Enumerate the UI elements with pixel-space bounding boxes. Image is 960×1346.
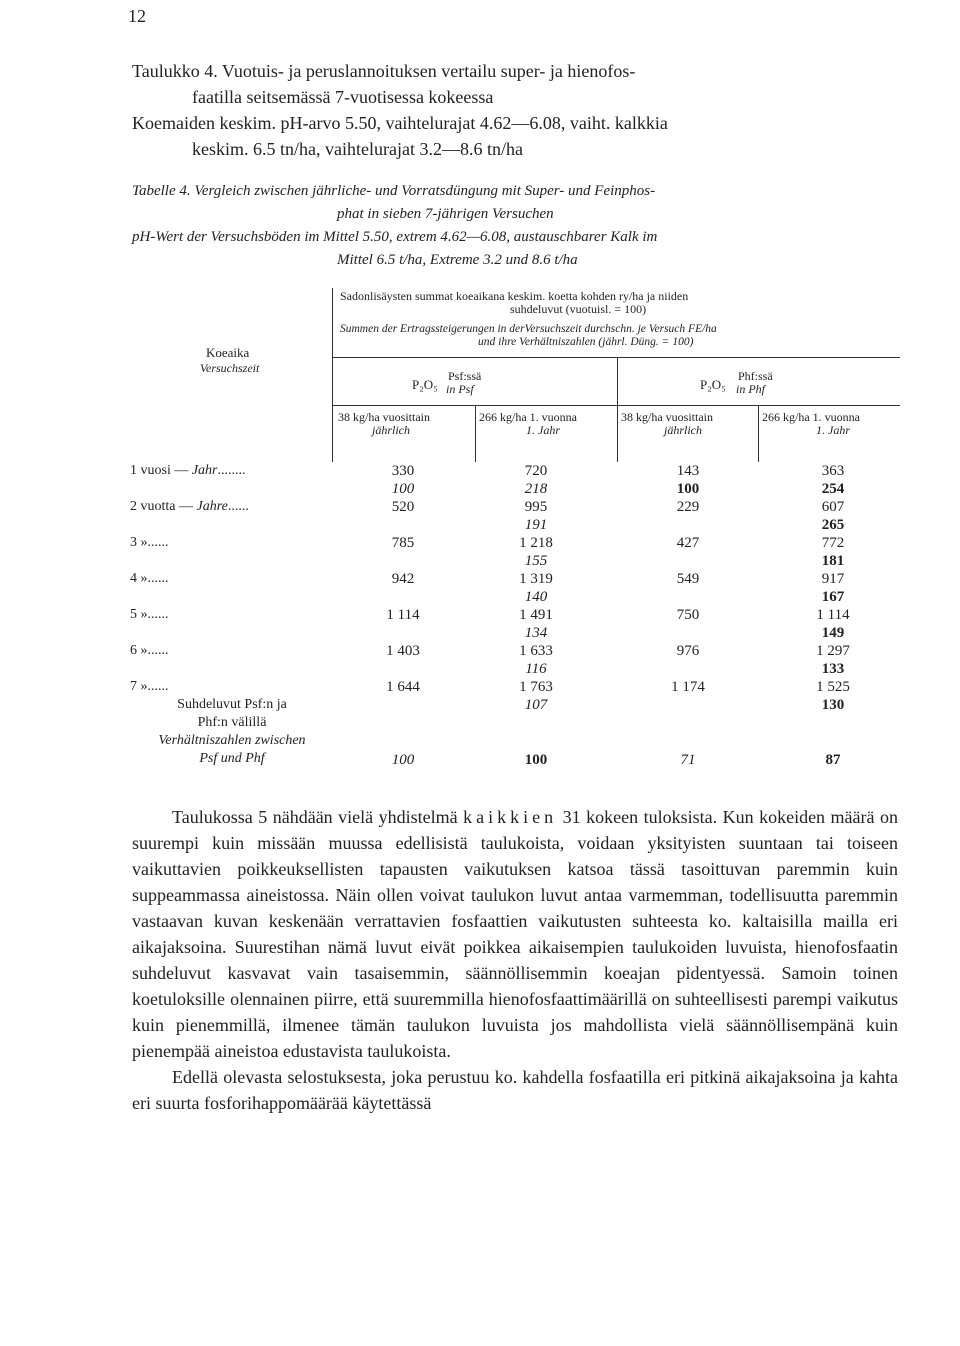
ratio-cell: 71 — [680, 752, 696, 768]
cell-ratio: 133 — [821, 661, 845, 677]
cell: 1 319 — [519, 571, 553, 587]
cell: 976 — [676, 643, 700, 659]
table-row-label: 2 vuotta — Jahre...... — [130, 499, 249, 514]
paragraph-1: Taulukossa 5 nähdään vielä yhdistelmä kaikkien 31 kokeen tuloksista. Kun kokeiden määrä on suurempi kuin missään muussa edellisistä taulukoista, voidaan yksityisten suuntaan tai toiseen vaikuttavien poikkeuksellisten tapausten vaikutuksen katsoa tässä tasoittuvan paremmin kuin suppeammassa aineistossa. Näin ollen voivat taulukon luvut antaa varmemman, todellisuutta paremmin vastaavan kuvan keskenään verrattavien fosfaattien vaikutusten suhteesta ko. kaltaisilla mailla eri aikajaksoina. Suurestihan nämä luvut eivät poikkea aikaisempien taulukoiden luvuista, hienofosfaatin suhdeluvut kasvavat vain tasaisemmin, säännöllisemmin koeajan pidentyessä. Samoin toinen koetuloksille olennainen piirre, että suuremmilla hienofosfaattimäärillä on suhteellisesti parempi vaikutus kuin pienemmillä, ilmenee tämän taulukon luvuista jos mahdollista vielä säännöllisempänä kuin pienempää aineistoa edustavista taulukoista. — [132, 807, 899, 1061]
cell-ratio: 167 — [821, 589, 845, 605]
cell: 549 — [676, 571, 700, 587]
col2-de: 1. Jahr — [526, 423, 560, 437]
caption-de — [132, 180, 912, 272]
page-number: 12 — [128, 6, 146, 26]
ratio-row-label: Suhdeluvut Psf:n ja Phf:n välillä Verhältniszahlen zwischen Psf und Phf — [158, 697, 306, 766]
cell: 607 — [821, 499, 845, 515]
cell: 427 — [676, 535, 700, 551]
header-divider-middle — [617, 357, 618, 462]
cell: 772 — [821, 535, 845, 551]
cell-ratio: 218 — [524, 481, 548, 497]
cell: 1 114 — [386, 607, 420, 623]
col2-fi: 266 kg/ha 1. vuonna — [479, 410, 577, 424]
caption-fi-line-3: Koemaiden keskim. pH-arvo 5.50, vaihtelurajat 4.62—6.08, vaiht. kalkkia — [132, 113, 668, 133]
span-de-2: und ihre Verhältniszahlen (jährl. Düng. = 100) — [478, 336, 694, 348]
paragraph-2: Edellä olevasta selostuksesta, joka perustuu ko. kahdella fosfaatilla eri pitkinä aikajaksoina ja kahta eri suurta fosforihappomäärää käytettässä — [132, 1067, 898, 1113]
caption-fi — [132, 58, 912, 162]
cell: 330 — [391, 463, 415, 479]
col4-fi: 266 kg/ha 1. vuonna — [762, 410, 860, 424]
cell-ratio: 140 — [524, 589, 548, 605]
table-row-label: 4 »...... — [130, 571, 169, 586]
cell: 1 174 — [671, 679, 705, 695]
col-divider-1 — [475, 405, 476, 462]
header-rule-2 — [332, 405, 900, 406]
p2o5-phf: P₂O₅ — [700, 377, 726, 392]
table-row-label: 1 vuosi — Jahr........ — [130, 463, 246, 478]
stub-de: Versuchszeit — [200, 361, 260, 375]
cell: 1 491 — [519, 607, 553, 623]
table-row-label: 7 »...... — [130, 679, 169, 694]
cell-ratio: 116 — [525, 661, 547, 677]
cell: 1 403 — [386, 643, 420, 659]
cell: 942 — [391, 571, 415, 587]
span-fi-1: Sadonlisäysten summat koeaikana keskim. koetta kohden ry/ha ja niiden — [340, 289, 689, 303]
caption-de-line-3: pH-Wert der Versuchsböden im Mittel 5.50, extrem 4.62—6.08, austauschbarer Kalk im — [132, 229, 658, 245]
caption-de-line-4: Mittel 6.5 t/ha, Extreme 3.2 und 8.6 t/ha — [337, 252, 578, 268]
cell: 1 218 — [519, 535, 553, 551]
span-de-1: Summen der Ertragssteigerungen in derVersuchszeit durchschn. je Versuch FE/ha — [340, 323, 717, 335]
caption-fi-line-4: keskim. 6.5 tn/ha, vaihtelurajat 3.2—8.6 tn/ha — [192, 139, 523, 159]
cell: 520 — [391, 499, 415, 515]
cell: 995 — [524, 499, 548, 515]
phf-fi: Phf:ssä — [738, 369, 773, 383]
body-text — [132, 804, 898, 1116]
col3-fi: 38 kg/ha vuosittain — [621, 410, 713, 424]
cell: 1 297 — [816, 643, 850, 659]
caption-fi-line-1: Taulukko 4. Vuotuis- ja peruslannoituksen vertailu super- ja hienofos- — [132, 61, 636, 81]
cell-ratio: 107 — [524, 697, 548, 713]
cell-ratio: 130 — [821, 697, 845, 713]
psf-fi: Psf:ssä — [448, 369, 482, 383]
table-row-label: 3 »...... — [130, 535, 169, 550]
caption-de-line-1: Tabelle 4. Vergleich zwischen jährliche- und Vorratsdüngung mit Super- und Feinphos- — [132, 183, 656, 199]
psf-de: in Psf — [446, 382, 474, 396]
caption-fi-line-2: faatilla seitsemässä 7-vuotisessa kokeessa — [192, 87, 494, 107]
col4-de: 1. Jahr — [816, 423, 850, 437]
ratio-cell: 100 — [391, 752, 415, 768]
cell: 750 — [676, 607, 700, 623]
cell: 785 — [391, 535, 415, 551]
cell: 1 633 — [519, 643, 553, 659]
cell-ratio: 100 — [391, 481, 415, 497]
header-divider-left — [332, 288, 333, 462]
cell-ratio: 149 — [821, 625, 845, 641]
cell-ratio: 265 — [821, 517, 845, 533]
cell: 363 — [821, 463, 845, 479]
cell: 1 114 — [816, 607, 850, 623]
cell: 143 — [676, 463, 700, 479]
cell: 229 — [676, 499, 700, 515]
phf-de: in Phf — [736, 382, 765, 396]
cell: 917 — [821, 571, 845, 587]
ratio-cell: 87 — [825, 752, 841, 768]
p2o5-psf: P₂O₅ — [412, 377, 438, 392]
cell: 1 525 — [816, 679, 850, 695]
ratio-cell: 100 — [524, 752, 548, 768]
cell-ratio: 155 — [524, 553, 548, 569]
cell-ratio: 254 — [821, 481, 845, 497]
col3-de: jährlich — [664, 423, 702, 437]
cell: 720 — [524, 463, 548, 479]
table-row-label: 6 »...... — [130, 643, 169, 658]
cell: 1 644 — [386, 679, 420, 695]
table-row-label: 5 »...... — [130, 607, 169, 622]
header-rule-1 — [332, 357, 900, 358]
cell-ratio: 181 — [821, 553, 845, 569]
col1-fi: 38 kg/ha vuosittain — [338, 410, 430, 424]
cell-ratio: 100 — [676, 481, 700, 497]
col-divider-3 — [758, 405, 759, 462]
cell: 1 763 — [519, 679, 553, 695]
col1-de: jährlich — [372, 423, 410, 437]
cell-ratio: 134 — [524, 625, 548, 641]
caption-de-line-2: phat in sieben 7-jährigen Versuchen — [337, 206, 554, 222]
stub-fi: Koeaika — [206, 345, 250, 360]
span-fi-2: suhdeluvut (vuotuisl. = 100) — [510, 302, 647, 316]
cell-ratio: 191 — [524, 517, 548, 533]
